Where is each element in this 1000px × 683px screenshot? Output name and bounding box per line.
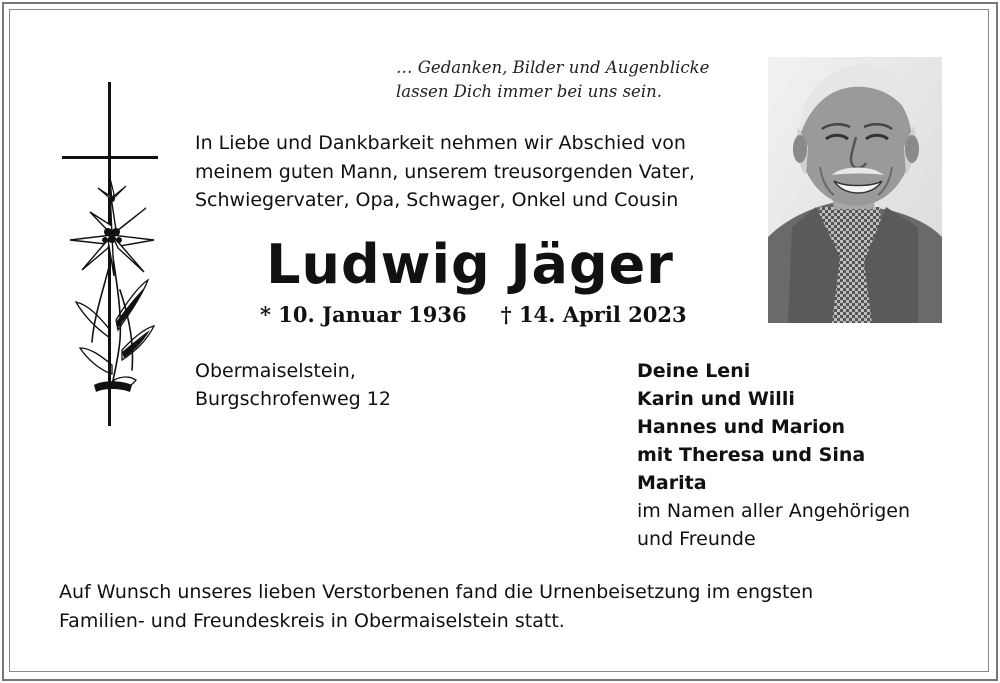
signer-line: Karin und Willi: [637, 388, 795, 410]
motto: [396, 56, 776, 104]
motto-line-1: … Gedanken, Bilder und Augenblicke: [396, 58, 710, 77]
motto-line-2: lassen Dich immer bei uns sein.: [396, 82, 662, 101]
deceased-name: Ludwig Jäger: [266, 233, 674, 296]
signer-line: mit Theresa und Sina: [637, 444, 866, 466]
death-date: † 14. April 2023: [500, 302, 687, 327]
signer-line: Hannes und Marion: [637, 416, 846, 438]
intro-line-1: In Liebe und Dankbarkeit nehmen wir Abschied von: [195, 132, 686, 154]
signers: [637, 357, 910, 553]
signer-line: und Freunde: [637, 528, 756, 550]
signer-line: Marita: [637, 472, 707, 494]
footer-line-2: Familien- und Freundeskreis in Obermaiselstein statt.: [59, 609, 565, 632]
signer-line: im Namen aller Angehörigen: [637, 500, 911, 522]
portrait-photo: [768, 57, 942, 323]
address: [195, 357, 391, 413]
birth-date: * 10. Januar 1936: [260, 302, 467, 327]
intro-line-2: meinem guten Mann, unserem treusorgenden Vater,: [195, 160, 695, 183]
intro-text: [195, 129, 765, 215]
cross-with-edelweiss-icon: [50, 80, 170, 430]
intro-line-3: Schwiegervater, Opa, Schwager, Onkel und Cousin: [195, 189, 679, 211]
footer-note: [59, 578, 813, 635]
address-line-2: Burgschrofenweg 12: [195, 388, 391, 410]
address-line-1: Obermaiselstein,: [195, 360, 356, 382]
footer-line-1: Auf Wunsch unseres lieben Verstorbenen fand die Urnenbeisetzung im engsten: [59, 581, 814, 603]
signer-line: Deine Leni: [637, 360, 751, 382]
life-dates: [260, 300, 687, 330]
